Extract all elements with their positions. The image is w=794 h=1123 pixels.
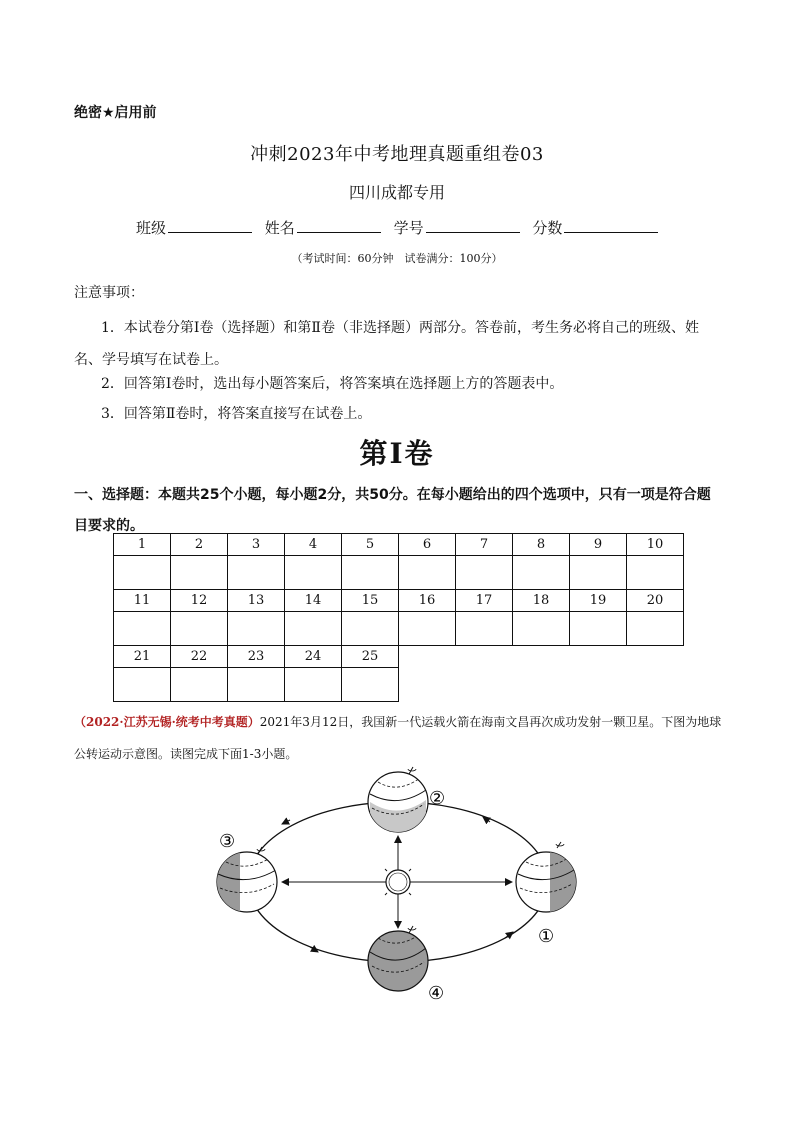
answer-cell[interactable]	[285, 668, 342, 702]
answer-number: 4	[285, 534, 342, 556]
page-title: 冲刺2023年中考地理真题重组卷03	[250, 144, 544, 165]
answer-cell[interactable]	[342, 556, 399, 590]
answer-table	[113, 533, 684, 702]
answer-cell[interactable]	[285, 556, 342, 590]
answer-cell[interactable]	[114, 668, 171, 702]
answer-cell[interactable]	[456, 556, 513, 590]
answer-cell[interactable]	[228, 668, 285, 702]
answer-number: 18	[513, 590, 570, 612]
answer-number: 8	[513, 534, 570, 556]
note-item-2: 2．回答第Ⅰ卷时，选出每小题答案后，将答案填在选择题上方的答题表中。	[101, 376, 564, 392]
answer-number: 22	[171, 646, 228, 668]
answer-number: 13	[228, 590, 285, 612]
answer-number: 7	[456, 534, 513, 556]
earth-revolution-diagram	[200, 762, 600, 1007]
answer-cell[interactable]	[171, 668, 228, 702]
answer-cell[interactable]	[114, 612, 171, 646]
answer-cell[interactable]	[513, 556, 570, 590]
answer-cell[interactable]	[342, 668, 399, 702]
exam-time-note: （考试时间：60分钟 试卷满分：100分）	[291, 252, 503, 265]
answer-cell[interactable]	[285, 612, 342, 646]
class-blank[interactable]	[168, 218, 252, 233]
orbit-arrow	[282, 820, 290, 824]
answer-cell[interactable]	[171, 556, 228, 590]
answer-number: 3	[228, 534, 285, 556]
class-label: 班级	[136, 219, 167, 237]
student-id-label: 学号	[393, 219, 424, 237]
answer-number: 25	[342, 646, 399, 668]
question-source: （2022·江苏无锡·统考中考真题）	[74, 715, 260, 729]
answer-cell[interactable]	[570, 556, 627, 590]
answer-cell[interactable]	[171, 612, 228, 646]
answer-number: 24	[285, 646, 342, 668]
answer-number: 6	[399, 534, 456, 556]
confidential-mark: 绝密★启用前	[74, 105, 157, 121]
position-label-3: ③	[219, 831, 236, 852]
answer-cell[interactable]	[342, 612, 399, 646]
answer-number: 21	[114, 646, 171, 668]
position-label-1: ①	[538, 926, 555, 947]
score-label: 分数	[532, 219, 563, 237]
answer-cell[interactable]	[228, 556, 285, 590]
score-blank[interactable]	[564, 218, 658, 233]
page-subtitle: 四川成都专用	[348, 183, 445, 202]
answer-number: 20	[627, 590, 684, 612]
answer-cell[interactable]	[399, 556, 456, 590]
name-blank[interactable]	[297, 218, 381, 233]
note-item-3: 3．回答第Ⅱ卷时，将答案直接写在试卷上。	[101, 406, 372, 422]
student-info-fields	[136, 217, 666, 238]
answer-number: 19	[570, 590, 627, 612]
answer-cell[interactable]	[114, 556, 171, 590]
position-label-4: ④	[428, 983, 445, 1004]
name-label: 姓名	[264, 219, 295, 237]
answer-number: 1	[114, 534, 171, 556]
earth-position-1	[516, 842, 580, 914]
earth-position-3	[210, 847, 277, 914]
orbit-arrow	[505, 932, 513, 938]
answer-number: 17	[456, 590, 513, 612]
answer-cell[interactable]	[399, 612, 456, 646]
answer-number: 9	[570, 534, 627, 556]
question-context	[74, 706, 724, 770]
student-id-blank[interactable]	[426, 218, 520, 233]
answer-number: 11	[114, 590, 171, 612]
answer-number: 23	[228, 646, 285, 668]
section-heading: 第Ⅰ卷	[359, 437, 435, 470]
answer-cell[interactable]	[570, 612, 627, 646]
answer-cell[interactable]	[456, 612, 513, 646]
earth-position-4	[368, 926, 428, 991]
answer-number: 15	[342, 590, 399, 612]
notes-heading: 注意事项：	[74, 285, 144, 301]
answer-number: 10	[627, 534, 684, 556]
answer-cell[interactable]	[513, 612, 570, 646]
earth-position-2	[368, 767, 428, 832]
answer-cell[interactable]	[627, 556, 684, 590]
answer-cell[interactable]	[627, 612, 684, 646]
answer-number: 16	[399, 590, 456, 612]
question-context-text: 2021年3月12日，我国新一代运载火箭在海南文昌再次成功发射一颗卫星。下图为地球公转运动示意图。读图完成下面1-3小题。	[74, 715, 722, 761]
note-item-1: 1．本试卷分第Ⅰ卷（选择题）和第Ⅱ卷（非选择题）两部分。答卷前，考生务必将自己的班级、姓名、学号填写在试卷上。	[74, 320, 699, 368]
answer-cell[interactable]	[228, 612, 285, 646]
answer-number: 12	[171, 590, 228, 612]
answer-number: 2	[171, 534, 228, 556]
position-label-2: ②	[429, 788, 446, 809]
answer-number: 14	[285, 590, 342, 612]
question-instructions: 一、选择题：本题共25个小题，每小题2分，共50分。在每小题给出的四个选项中，只有一项是符合题目要求的。	[74, 487, 711, 534]
answer-number: 5	[342, 534, 399, 556]
